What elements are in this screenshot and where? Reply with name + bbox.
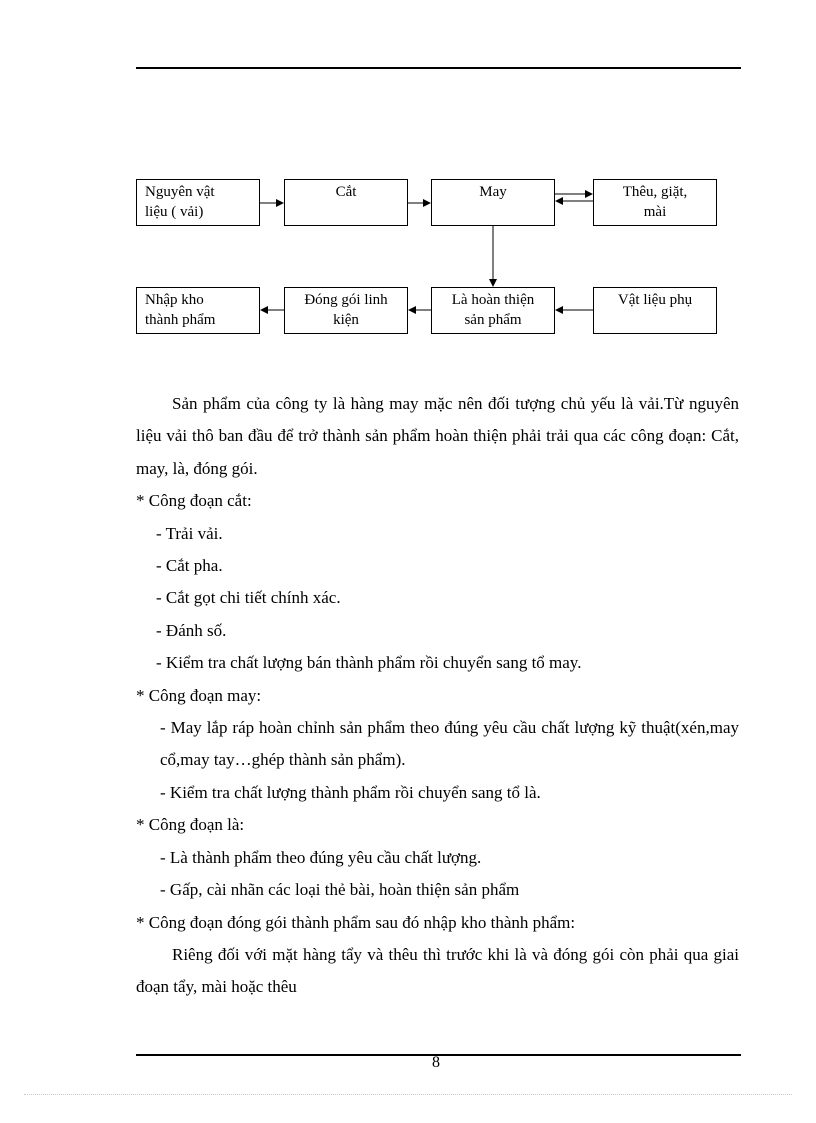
stage-iron-heading: * Công đoạn là: xyxy=(136,815,245,835)
list-item: - Kiểm tra chất lượng thành phẩm rồi chuyển sang tổ là. xyxy=(160,782,541,802)
flow-box-sew: May xyxy=(431,179,555,226)
closing-paragraph: Riêng đối với mặt hàng tẩy và thêu thì trước khi là và đóng gói còn phải qua giai đoạn tẩy, mài hoặc thêu xyxy=(136,944,739,997)
stage-cut-heading: * Công đoạn cắt: xyxy=(136,491,252,511)
flow-box-raw-material: Nguyên vật liệu ( vải) xyxy=(136,179,260,226)
list-item: - Đánh số. xyxy=(156,620,227,640)
stage-sew-heading: * Công đoạn may: xyxy=(136,685,262,705)
list-item: - May lắp ráp hoàn chỉnh sản phẩm theo đúng yêu cầu chất lượng kỹ thuật(xén,may cổ,may tay…ghép thành sản phẩm). xyxy=(160,718,739,770)
flow-box-embroider-wash: Thêu, giặt, mài xyxy=(593,179,717,226)
flow-box-ironing: Là hoàn thiện sản phẩm xyxy=(431,287,555,334)
list-item: - Là thành phẩm theo đúng yêu cầu chất lượng. xyxy=(160,847,482,867)
list-item: - Kiểm tra chất lượng bán thành phẩm rồi chuyển sang tổ may. xyxy=(156,653,582,673)
body-text xyxy=(136,388,739,1004)
intro-paragraph: Sản phẩm của công ty là hàng may mặc nên đối tượng chủ yếu là vải.Từ nguyên liệu vải thô ban đầu để trở thành sản phẩm hoàn thiện phải trải qua các công đoạn: Cắt, may, là, đóng gói. xyxy=(136,394,739,478)
list-item: - Gấp, cài nhãn các loại thẻ bài, hoàn thiện sản phẩm xyxy=(160,880,520,900)
header-rule xyxy=(136,67,741,69)
flow-box-cut: Cắt xyxy=(284,179,408,226)
flow-box-warehouse: Nhập kho thành phẩm xyxy=(136,287,260,334)
list-item: - Cắt pha. xyxy=(156,556,223,576)
list-item: - Cắt gọt chi tiết chính xác. xyxy=(156,588,341,608)
stage-pack-heading: * Công đoạn đóng gói thành phẩm sau đó nhập kho thành phẩm: xyxy=(136,912,576,932)
page-number: 8 xyxy=(432,1054,440,1071)
flow-box-accessories: Vật liệu phụ xyxy=(593,287,717,334)
page-edge-dotted-line xyxy=(24,1094,792,1095)
flow-box-packaging: Đóng gói linh kiện xyxy=(284,287,408,334)
list-item: - Trải vải. xyxy=(156,523,223,543)
